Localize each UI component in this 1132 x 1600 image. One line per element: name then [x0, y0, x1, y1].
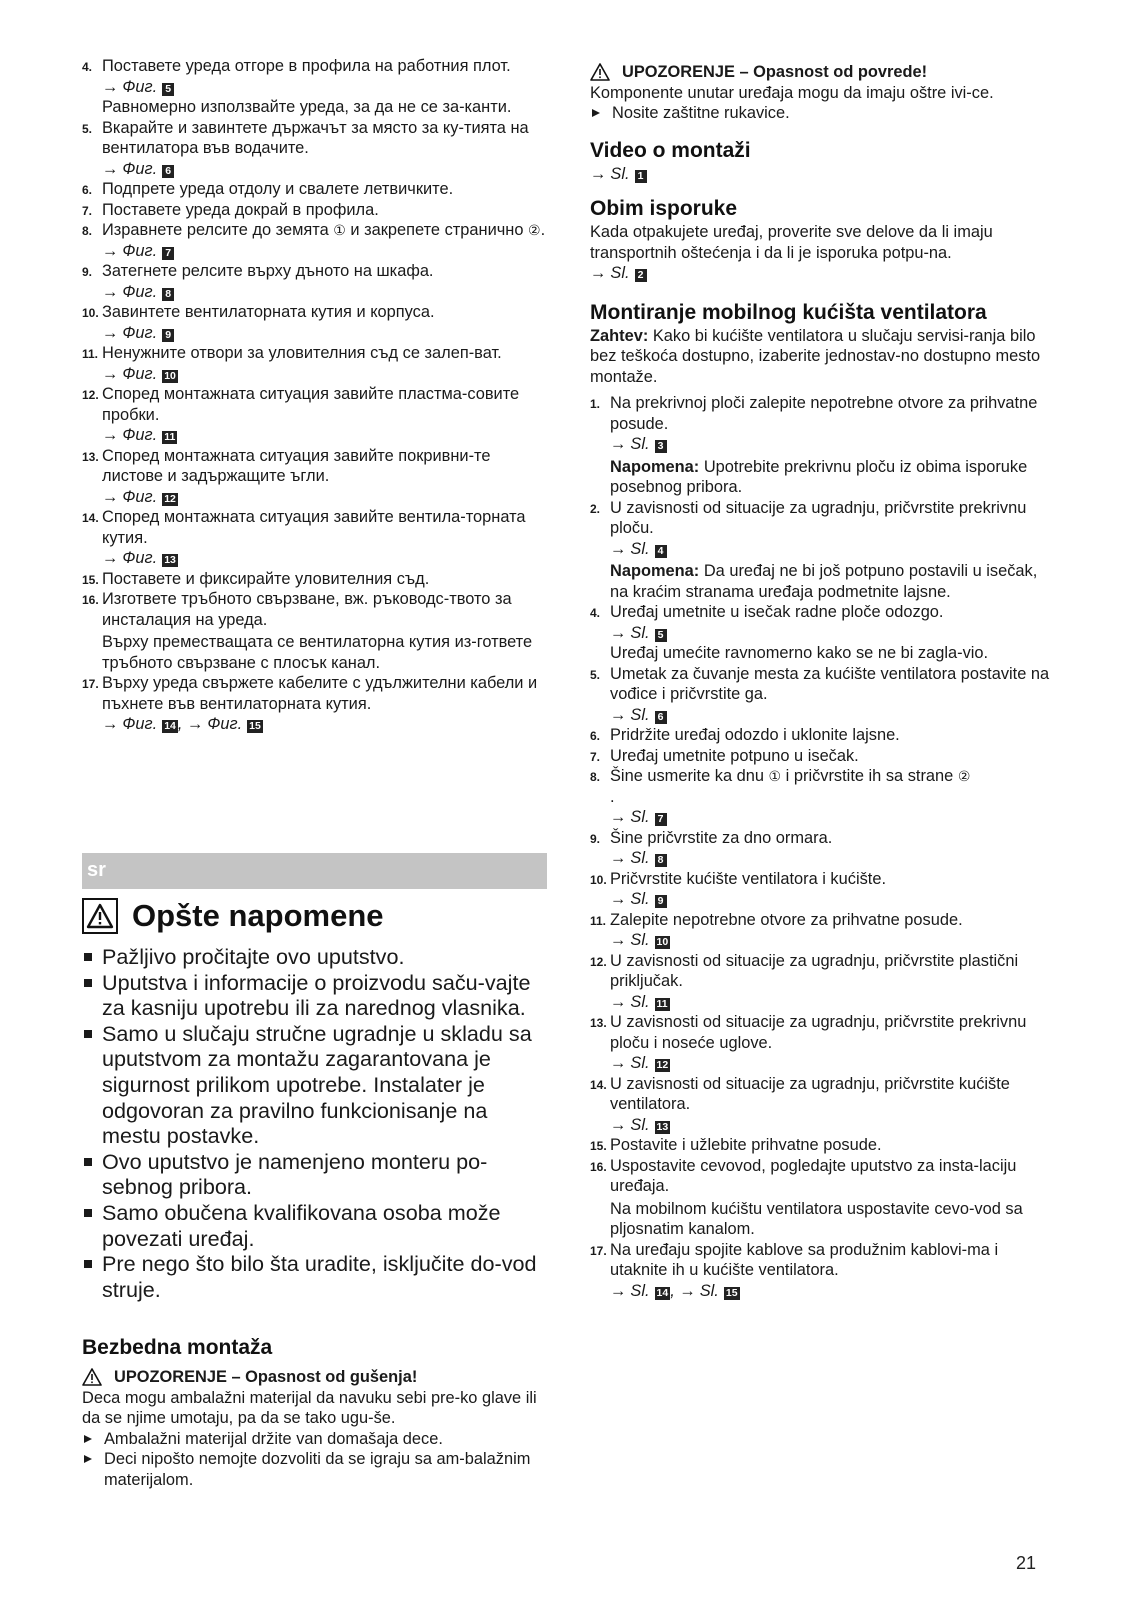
figure-reference: → Фиг. 14 , → Фиг. 15 [102, 715, 261, 733]
figure-reference: → Sl. 10 [610, 931, 669, 949]
warning-icon [82, 898, 118, 934]
list-item: 16. Uspostavite cevovod, pogledajte uputstvo za insta-laciju uređaja. Na mobilnom kućištu ventilatora uspostavite cevo-vod sa pljosnatim kanalom. [590, 1156, 1023, 1238]
figure-badge: 14 [656, 1286, 669, 1299]
figure-badge: 13 [164, 554, 176, 566]
list-item: Nosite zaštitne rukavice. [590, 103, 1060, 124]
list-item: 12. U zavisnosti od situacije za ugradnju, pričvrstite plastični priključak. → Sl. 11 [590, 951, 1060, 1013]
list-item: 16. Изгответе тръбното свързване, вж. ръководс-твото за инсталация на уреда. Върху преместващата се вентилаторна кутия из-гответе тръбното свързване с плосък канал. [82, 590, 533, 672]
list-item: 6. Подпрете уреда отдолу и свалете летвичките. [82, 180, 454, 198]
figure-badge: 7 [655, 813, 667, 826]
list-item: 13. Според монтажната ситуация завийте покривни-те листове и задържащите ъгли. → Фиг. 12 [82, 446, 547, 508]
warning-icon [590, 63, 610, 81]
figure-badge: 9 [162, 329, 174, 342]
safe-installation-section [82, 1335, 547, 1490]
warning-line: UPOZORENJE – Opasnost od povrede! [590, 62, 1060, 83]
figure-reference: → Sl. 8 [610, 848, 1060, 869]
figure-badge: 2 [635, 269, 647, 282]
language-section-bar [82, 853, 547, 889]
figure-badge: 6 [655, 711, 667, 724]
list-item: Deci nipošto nemojte dozvoliti da se igraju sa am-balažnim materijalom. [82, 1449, 547, 1490]
list-item: 11. Ненужните отвори за уловителния съд се залеп-ват. → Фиг. 10 [82, 343, 547, 384]
figure-badge: 8 [162, 288, 174, 301]
list-item: 7. Поставете уреда докрай в профила. [82, 200, 379, 219]
figure-reference: → Фиг. 11 [102, 426, 176, 444]
marker-1: ① [768, 768, 782, 784]
figure-badge: 11 [656, 997, 668, 1010]
list-item: 17. Върху уреда свържете кабелите с удължителни кабели и пъхнете във вентилаторната кутия. → Фиг. 14 , → Фиг. 15 [82, 673, 547, 735]
warning-text: Deca mogu ambalažni materijal da navuku sebi pre-ko glave ili da se njime umotaju, pa da se tako ugu-še. [82, 1388, 537, 1427]
warning-icon [82, 1368, 102, 1386]
figure-reference: → Sl. 9 [610, 889, 1060, 910]
list-item: Ambalažni materijal držite van domašaja dece. [82, 1429, 547, 1450]
figure-badge: 12 [164, 492, 176, 505]
figure-reference: → Sl. 7 [610, 807, 1060, 828]
figure-reference: → Фиг. 12 [102, 487, 176, 506]
section-heading: Bezbedna montaža [82, 1336, 273, 1359]
figure-badge: 10 [656, 936, 669, 948]
list-item: Samo obučena kvalifikovana osoba može povezati uređaj. [82, 1200, 552, 1251]
marker-1: ① [333, 222, 346, 238]
list-item: Pre nego što bilo šta uradite, isključite do-vod struje. [82, 1251, 552, 1302]
requirement-paragraph: Zahtev: Kako bi kućište ventilatora u slučaju servisi-ranja bilo bez teškoća dostupno, izaberite jednostav-no dostupno mesto montaže. [590, 326, 1041, 386]
figure-badge: 13 [656, 1120, 669, 1133]
list-item: 5. Вкарайте и завинтете държачът за място за ку-тията на вентилатора във водачите. → Фиг. 6 [82, 118, 547, 180]
figure-badge: 14 [164, 720, 176, 732]
figure-badge: 7 [162, 247, 174, 260]
section-heading: Video o montaži [590, 138, 751, 162]
figure-badge: 5 [162, 83, 174, 96]
figure-reference: → Фиг. 6 [102, 159, 547, 180]
paragraph: Kada otpakujete uređaj, proverite sve delove da li imaju transportnih oštećenja i da li je isporuka potpu-na. [590, 223, 993, 262]
list-item: 6. Pridržite uređaj odozdo i uklonite lajsne. [590, 726, 900, 744]
list-item: 5. Umetak za čuvanje mesta za kućište ventilatora postavite na vođice i pričvrstite ga. → Sl. 6 [590, 664, 1060, 726]
list-item: 10. Pričvrstite kućište ventilatora i kućište. → Sl. 9 [590, 869, 1060, 910]
note: Napomena: Da uređaj ne bi još potpuno postavili u isečak, na kraćim stranama uređaja podmetnite lajsne. [610, 562, 1038, 601]
list-item: 8. Изравнете релсите до земята ① и закрепете странично ②. → Фиг. 7 [82, 221, 546, 260]
list-item: 14. Според монтажната ситуация завийте вентила-торната кутия. → Фиг. 13 [82, 507, 547, 569]
bullet-list [82, 1429, 547, 1491]
figure-badge: 15 [249, 720, 261, 732]
figure-reference: → Фиг. 7 [102, 241, 547, 262]
list-item: 9. Затегнете релсите върху дъното на шкафа. → Фиг. 8 [82, 261, 547, 302]
list-item: 2. U zavisnosti od situacije za ugradnju, pričvrstite prekrivnu ploču. → Sl. 4 Napomena: Da uređaj ne bi još potpuno postavili u isečak, na kraćim stranama uređaja podmetnite lajsne. [590, 498, 1060, 603]
list-item: 15. Поставете и фиксирайте уловителния съд. [82, 569, 430, 588]
note: Napomena: Upotrebite prekrivnu ploču iz obima isporuke posebnog pribora. [610, 457, 1028, 496]
right-column [590, 62, 1060, 1301]
list-item: Uputstva i informacije o proizvodu saču-vajte za kasniju upotrebu ili za narednog vlasnika. [82, 970, 552, 1021]
list-item: 4. Uređaj umetnite u isečak radne ploče odozgo. → Sl. 5 Uređaj umećite ravnomerno kako se ne bi zagla-vio. [590, 602, 1060, 664]
section-heading: Obim isporuke [590, 197, 738, 220]
figure-badge: 3 [655, 440, 667, 453]
bullet-list [590, 103, 1060, 124]
figure-reference: → Sl. 14 , → Sl. 15 [610, 1281, 738, 1300]
list-item: Ovo uputstvo je namenjeno monteru po-sebnog pribora. [82, 1149, 552, 1200]
list-item: Samo u slučaju stručne ugradnje u skladu sa uputstvom za montažu zagarantovana je sigurnost prilikom upotrebe. Instalater je odgovoran za pravilno funkcionisanje na mestu postavke. [82, 1021, 552, 1149]
marker-2: ② [528, 222, 541, 238]
figure-badge: 11 [164, 431, 176, 443]
list-item: 1. Na prekrivnoj ploči zalepite nepotrebne otvore za prihvatne posude. → Sl. 3 Napomena: Upotrebite prekrivnu ploču iz obima isporuke posebnog pribora. [590, 393, 1060, 498]
figure-reference: → Фиг. 8 [102, 282, 547, 303]
list-item: 4. Поставете уреда отгоре в профила на работния плот. → Фиг. 5 Равномерно използвайте уреда, за да не се за-канти. [82, 56, 547, 118]
list-item: 12. Според монтажната ситуация завийте пластма-совите пробки. → Фиг. 11 [82, 384, 547, 446]
list-item: 13. U zavisnosti od situacije za ugradnju, pričvrstite prekrivnu ploču i noseće uglove. → Sl. 12 [590, 1012, 1060, 1074]
list-item: 10. Завинтете вентилаторната кутия и корпуса. → Фиг. 9 [82, 302, 547, 343]
marker-2: ② [957, 768, 971, 784]
list-item: 15. Postavite i užlebite prihvatne posude. [590, 1136, 882, 1154]
general-notes-list [82, 944, 552, 1302]
left-column [82, 56, 547, 735]
figure-reference: → Фиг. 10 [102, 364, 176, 383]
section-heading: Montiranje mobilnog kućišta ventilatora [590, 300, 987, 324]
figure-reference: → Фиг. 5 [102, 77, 547, 98]
list-item: 14. U zavisnosti od situacije za ugradnju, pričvrstite kućište ventilatora. → Sl. 13 [590, 1074, 1060, 1136]
figure-badge: 1 [635, 170, 647, 183]
figure-reference: → Sl. 5 [610, 623, 1060, 644]
page-number: 21 [1016, 1553, 1037, 1573]
warning-line: UPOZORENJE – Opasnost od gušenja! [82, 1367, 547, 1388]
figure-badge: 4 [655, 545, 667, 558]
figure-reference: → Sl. 12 [610, 1054, 669, 1072]
list-item: Pažljivo pročitajte ovo uputstvo. [82, 944, 552, 970]
list-item: 17. Na uređaju spojite kablove sa produžnim kablovi-ma i utaknite ih u kućište ventilatora. → Sl. 14 , → Sl. 15 [590, 1240, 1060, 1302]
figure-reference: → Sl. 6 [610, 705, 1060, 726]
warning-text: Komponente unutar uređaja mogu da imaju oštre ivi-ce. [590, 83, 994, 102]
figure-badge: 15 [725, 1286, 738, 1299]
figure-badge: 10 [164, 369, 176, 382]
figure-reference: → Sl. 1 [590, 164, 1060, 185]
bg-steps-list [82, 56, 547, 735]
figure-reference: → Sl. 13 [610, 1115, 669, 1134]
language-code: sr [87, 859, 106, 881]
figure-badge: 8 [655, 854, 667, 867]
figure-reference: → Sl. 11 [610, 992, 668, 1011]
figure-reference: → Фиг. 13 [102, 549, 176, 567]
figure-reference: → Sl. 4 [610, 539, 1060, 560]
list-item: 8. Šine usmerite ka dnu ① i pričvrstite ih sa strane ② . → Sl. 7 [590, 766, 1060, 828]
list-item: 9. Šine pričvrstite za dno ormara. → Sl. 8 [590, 828, 1060, 869]
figure-reference: → Sl. 3 [610, 434, 1060, 455]
list-item: 11. Zalepite nepotrebne otvore za prihvatne posude. → Sl. 10 [590, 910, 1060, 951]
figure-badge: 6 [162, 165, 174, 178]
figure-reference: → Фиг. 9 [102, 323, 547, 344]
page-title: Opšte napomene [132, 898, 384, 933]
figure-badge: 5 [655, 629, 667, 642]
figure-badge: 9 [655, 895, 667, 908]
sr-steps-list [590, 393, 1060, 1301]
list-item: 7. Uređaj umetnite potpuno u isečak. [590, 746, 859, 765]
figure-reference: → Sl. 2 [590, 263, 1060, 284]
figure-badge: 12 [656, 1059, 669, 1071]
general-notes-heading [82, 898, 384, 934]
